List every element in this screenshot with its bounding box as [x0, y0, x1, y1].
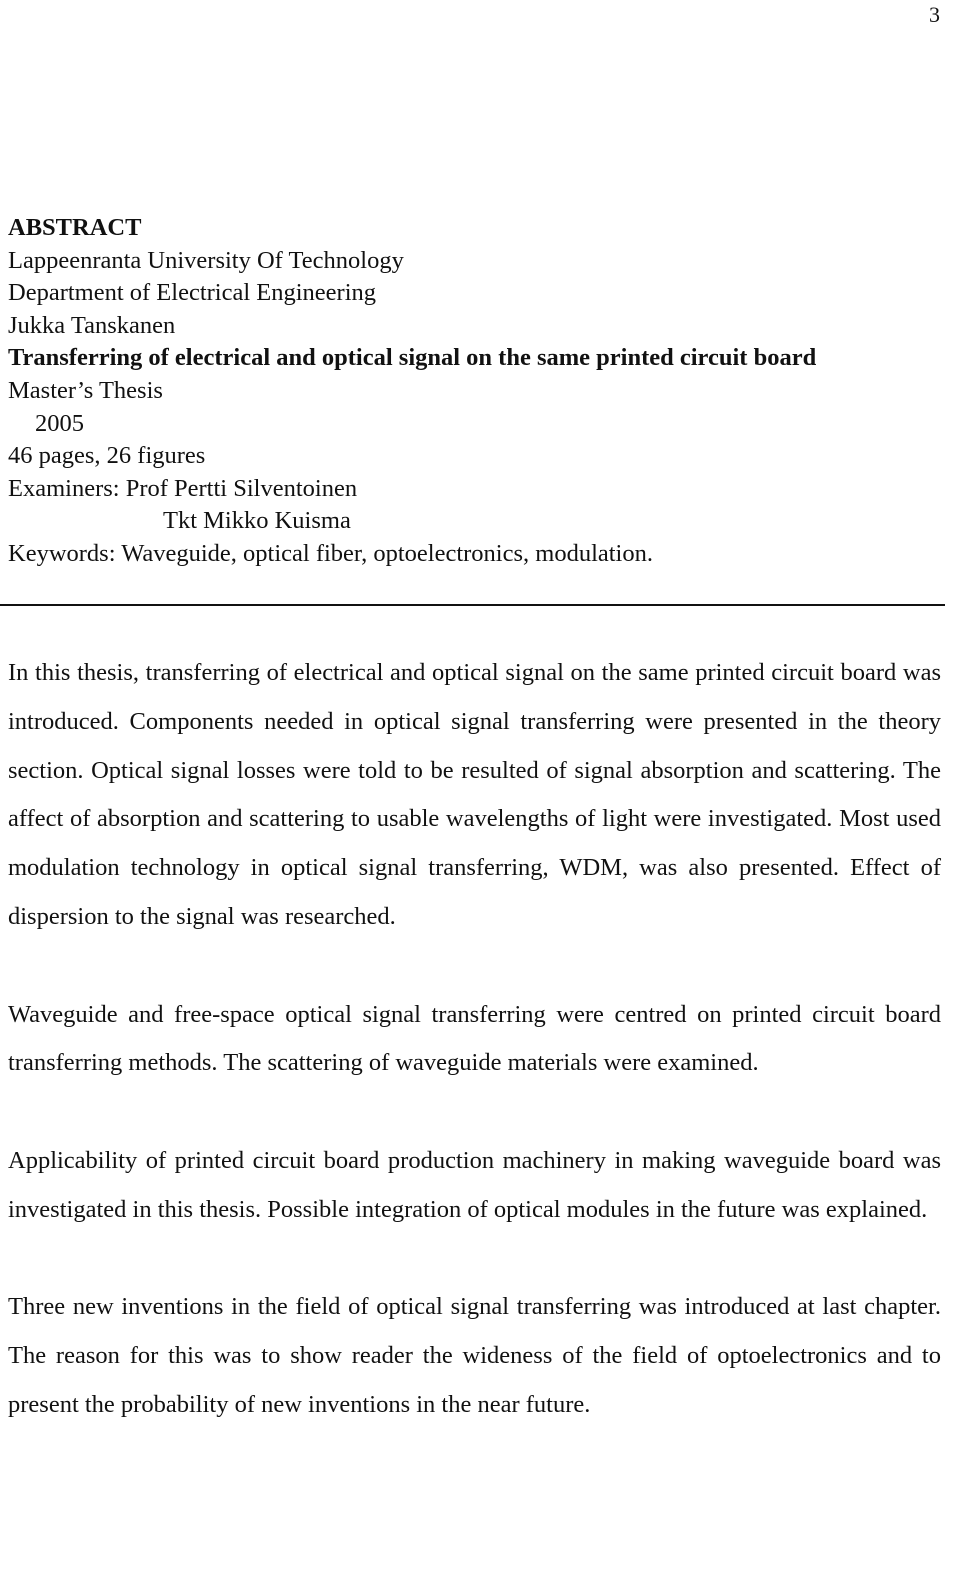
- header-divider: [0, 604, 945, 606]
- university-name: Lappeenranta University Of Technology: [8, 246, 404, 274]
- abstract-body: [8, 649, 941, 1430]
- thesis-type: Master’s Thesis: [8, 376, 163, 404]
- second-examiner: Tkt Mikko Kuisma: [163, 507, 351, 535]
- thesis-year: 2005: [35, 409, 84, 437]
- thesis-extent: 46 pages, 26 figures: [8, 442, 206, 470]
- examiners-line: Examiners: Prof Pertti Silventoinen: [8, 474, 358, 502]
- abstract-heading: ABSTRACT: [8, 214, 142, 241]
- abstract-header: [8, 212, 948, 571]
- abstract-paragraph-1: In this thesis, transferring of electrical and optical signal on the same printed circuit board was introduced. Components needed in optical signal transferring were presented in the theory section. Optical signal losses were told to be resulted of signal absorption and scattering. The affect of absorption and scattering to usable wavelengths of light were investigated. Most used modulation technology in optical signal transferring, WDM, was also presented. Effect of dispersion to the signal was researched.: [8, 659, 941, 930]
- abstract-paragraph-3: Applicability of printed circuit board production machinery in making waveguide board was investigated in this thesis. Possible integration of optical modules in the future was explained.: [8, 1146, 941, 1223]
- department-name: Department of Electrical Engineering: [8, 279, 377, 307]
- page-number: 3: [929, 2, 940, 27]
- abstract-paragraph-4: Three new inventions in the field of optical signal transferring was introduced at last chapter. The reason for this was to show reader the wideness of the field of optoelectronics and to present the probability of new inventions in the near future.: [8, 1293, 941, 1418]
- abstract-paragraph-2: Waveguide and free-space optical signal transferring were centred on printed circuit board transferring methods. The scattering of waveguide materials were examined.: [8, 1000, 941, 1077]
- thesis-title: Transferring of electrical and optical signal on the same printed circuit board: [8, 344, 817, 372]
- author-name: Jukka Tanskanen: [8, 311, 176, 339]
- keywords-line: Keywords: Waveguide, optical fiber, optoelectronics, modulation.: [8, 539, 653, 567]
